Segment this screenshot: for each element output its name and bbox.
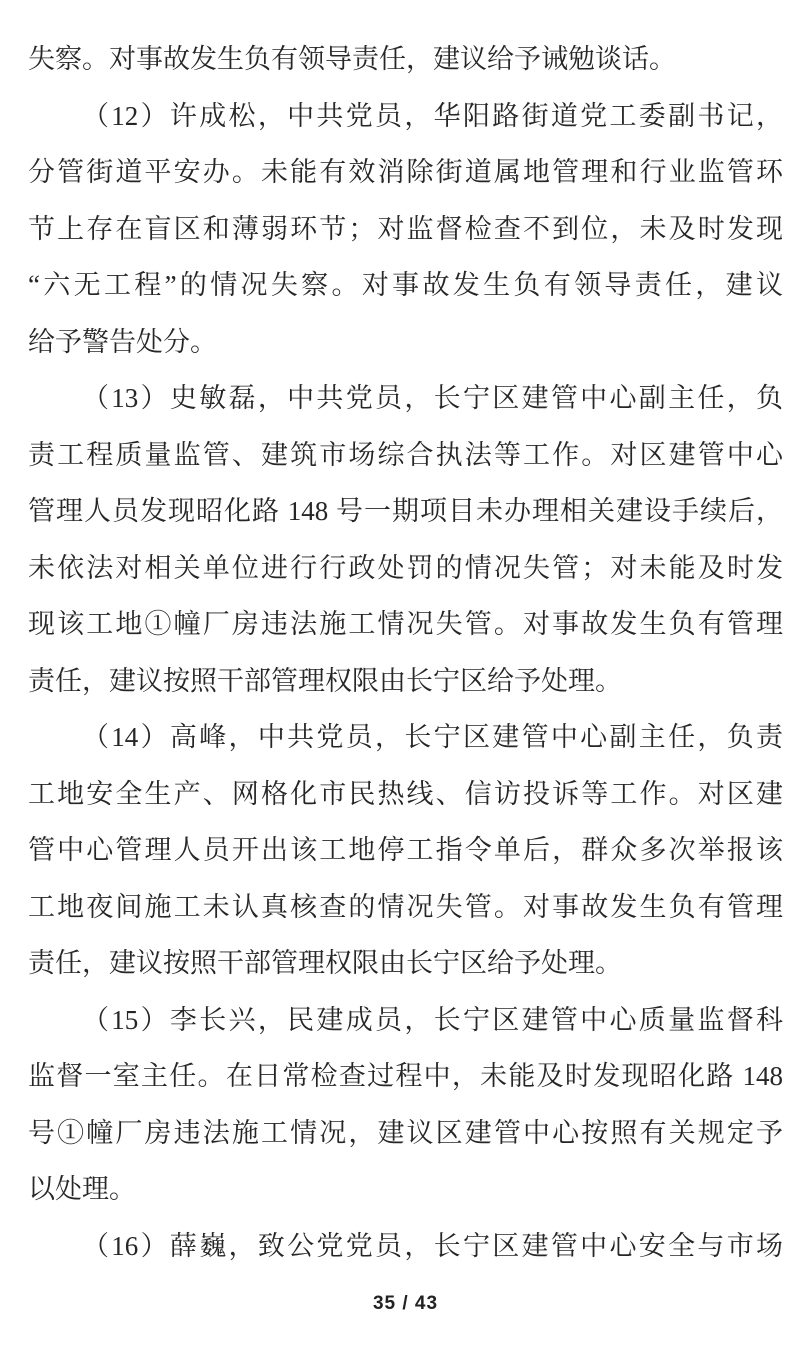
paragraph-end-line: 责任，建议按照干部管理权限由长宁区给予处理。 (28, 665, 622, 696)
paragraph-start-line: （14）高峰，中共党员，长宁区建管中心副主任，负责 (82, 722, 783, 752)
text-line: 工地夜间施工未认真核查的情况失管。对事故发生负有管理 (28, 891, 783, 922)
text-line: 管中心管理人员开出该工地停工指令单后，群众多次举报该 (28, 835, 783, 865)
paragraph-start-line: （15）李长兴，民建成员，长宁区建管中心质量监督科 (82, 1004, 783, 1035)
text-line: “六无工程”的情况失察。对事故发生负有领导责任，建议 (28, 270, 783, 300)
text-line: 节上存在盲区和薄弱环节；对监督检查不到位，未及时发现 (28, 213, 783, 244)
paragraph-end-line: 给予警告处分。 (28, 326, 217, 357)
text-line: 工地安全生产、网格化市民热线、信访投诉等工作。对区建 (28, 778, 783, 809)
text-line: 现该工地①幢厂房违法施工情况失管。对事故发生负有管理 (28, 609, 783, 639)
paragraph-start-line: （13）史敏磊，中共党员，长宁区建管中心副主任，负 (82, 383, 783, 413)
text-line: 分管街道平安办。未能有效消除街道属地管理和行业监管环 (28, 157, 783, 187)
paragraph-end-line: 责任，建议按照干部管理权限由长宁区给予处理。 (28, 948, 622, 978)
text-line: 监督一室主任。在日常检查过程中，未能及时发现昭化路 148 (28, 1061, 783, 1091)
paragraph-start-line: （12）许成松，中共党员，华阳路街道党工委副书记， (82, 100, 783, 131)
paragraph-start-line: （16）薛巍，致公党党员，长宁区建管中心安全与市场 (82, 1230, 783, 1261)
text-line: 责工程质量监管、建筑市场综合执法等工作。对区建管中心 (28, 439, 783, 470)
paragraph-end-line: 以处理。 (28, 1174, 136, 1204)
text-line: 失察。对事故发生负有领导责任，建议给予诫勉谈话。 (28, 44, 676, 74)
text-line: 号①幢厂房违法施工情况，建议区建管中心按照有关规定予 (28, 1117, 783, 1148)
text-line: 未依法对相关单位进行行政处罚的情况失管；对未能及时发 (28, 552, 783, 583)
page-footer (0, 1293, 811, 1315)
text-line: 管理人员发现昭化路 148 号一期项目未办理相关建设手续后， (28, 496, 783, 526)
document-body (28, 31, 783, 1274)
page-number: 35 / 43 (372, 1293, 439, 1314)
